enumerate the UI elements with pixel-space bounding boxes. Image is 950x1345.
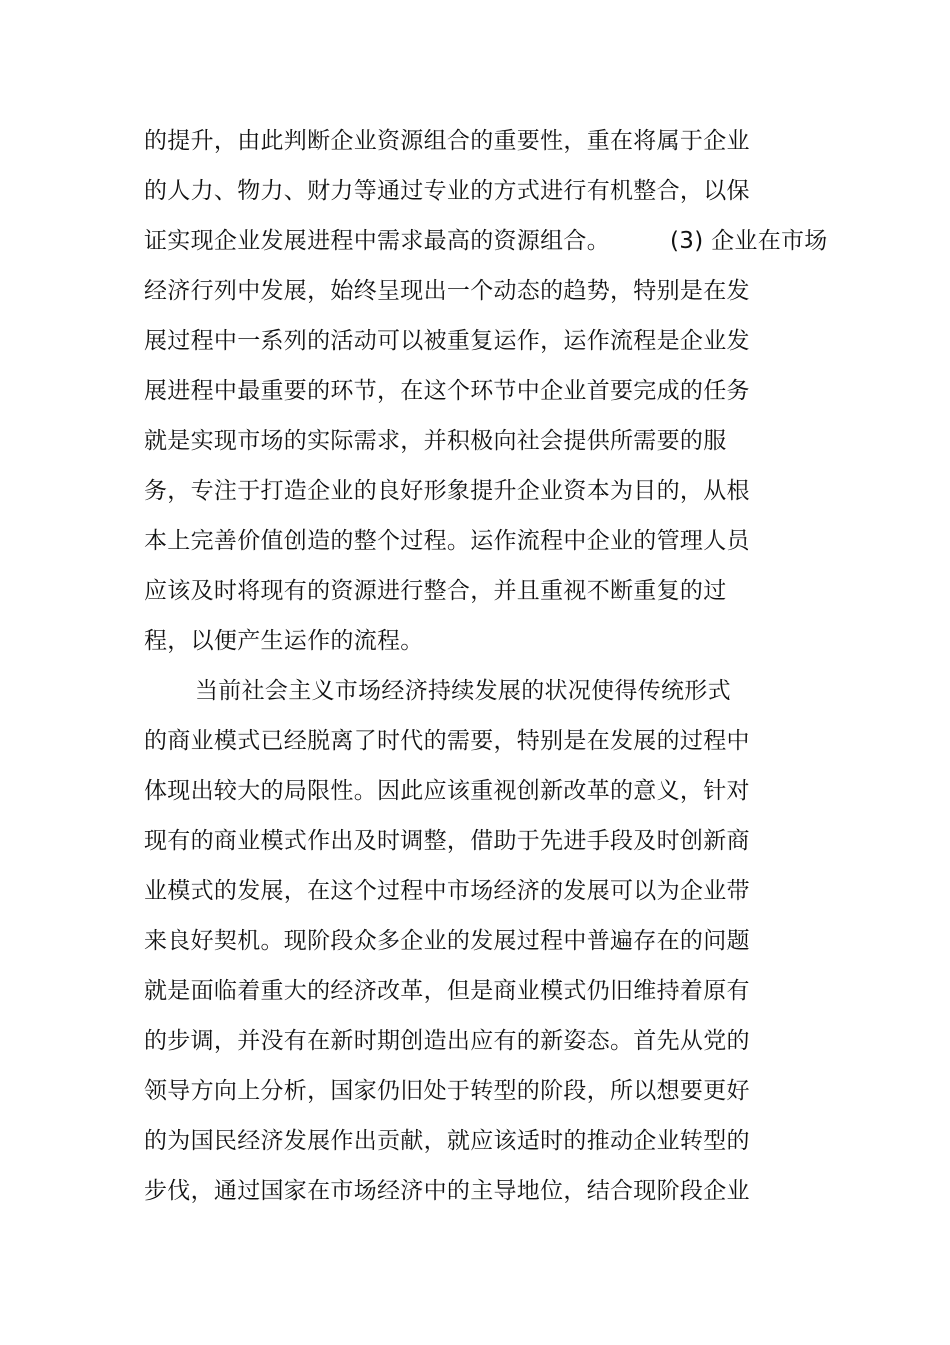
text-line: 现有的商业模式作出及时调整，借助于先进手段及时创新商: [144, 828, 750, 854]
text-line: 的提升，由此判断企业资源组合的重要性，重在将属于企业: [144, 128, 750, 154]
text-line: 经济行列中发展，始终呈现出一个动态的趋势，特别是在发: [144, 278, 750, 304]
text-line: 的商业模式已经脱离了时代的需要，特别是在发展的过程中: [144, 728, 750, 754]
text-line: 来良好契机。现阶段众多企业的发展过程中普遍存在的问题: [144, 928, 750, 954]
text-line: 展过程中一系列的活动可以被重复运作，运作流程是企业发: [144, 328, 750, 354]
text-line: 程，以便产生运作的流程。: [144, 628, 424, 654]
text-line: 步伐，通过国家在市场经济中的主导地位，结合现阶段企业: [144, 1178, 750, 1204]
text-line: 务，专注于打造企业的良好形象提升企业资本为目的，从根: [144, 478, 750, 504]
text-line: 就是实现市场的实际需求，并积极向社会提供所需要的服: [144, 428, 727, 454]
text-line: 当前社会主义市场经济持续发展的状况使得传统形式: [195, 678, 731, 704]
text-line: 应该及时将现有的资源进行整合，并且重视不断重复的过: [144, 578, 727, 604]
text-line: [144, 226, 828, 256]
text-line: 就是面临着重大的经济改革，但是商业模式仍旧维持着原有: [144, 978, 750, 1004]
text-segment: 证实现企业发展进程中需求最高的资源组合。: [144, 228, 610, 254]
text-line: 本上完善价值创造的整个过程。运作流程中企业的管理人员: [144, 528, 750, 554]
text-line: 的步调，并没有在新时期创造出应有的新姿态。首先从党的: [144, 1028, 750, 1054]
text-line: 体现出较大的局限性。因此应该重视创新改革的意义，针对: [144, 778, 750, 804]
text-line: 业模式的发展，在这个过程中市场经济的发展可以为企业带: [144, 878, 750, 904]
text-line: 展进程中最重要的环节，在这个环节中企业首要完成的任务: [144, 378, 750, 404]
text-line: 领导方向上分析，国家仍旧处于转型的阶段，所以想要更好: [144, 1078, 750, 1104]
text-line: 的人力、物力、财力等通过专业的方式进行有机整合，以保: [144, 178, 750, 204]
list-item-marker: (3) 企业在市场: [670, 228, 828, 254]
text-line: 的为国民经济发展作出贡献，就应该适时的推动企业转型的: [144, 1128, 750, 1154]
